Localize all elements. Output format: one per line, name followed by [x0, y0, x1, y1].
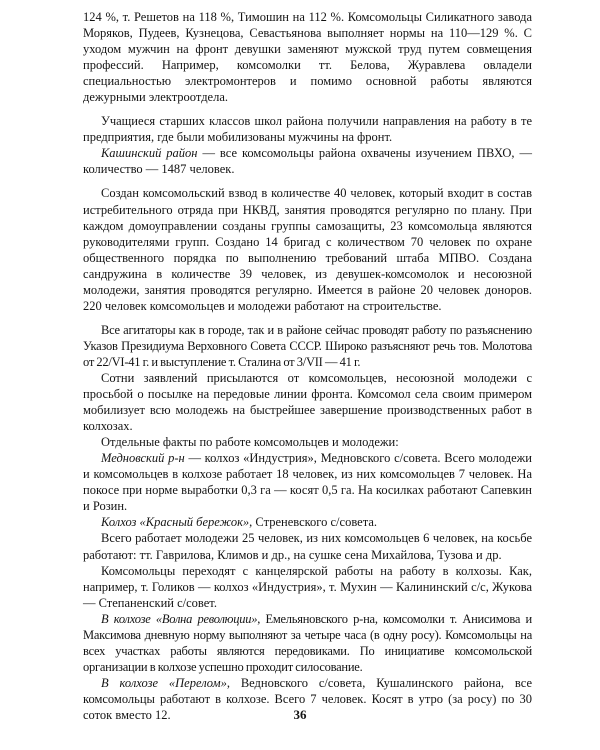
paragraph-text: , Емельяновского р-на, комсомолки т. Анисимова и Максимова дневную норму выполняют за четыре часа (в одну росу). Комсомольцы на всех участках работы являются передовиками. По инициативе комсомольской организации в колхозе успешно проходит силосование. — [83, 611, 532, 674]
paragraph: Учащиеся старших классов школ района получили направления на работу в те предприятия, где были мобилизованы мужчины на фронт. — [83, 114, 532, 145]
page-number: 36 — [293, 707, 307, 722]
paragraph: Сотни заявлений присылаются от комсомольцев, несоюзной молодежи с просьбой о посылке на передовые линии фронта. Комсомол села своим примером мобилизует всю молодежь на быстрейшее завершение производственных работ в колхозах. — [83, 370, 532, 434]
paragraph: Отдельные факты по работе комсомольцев и молодежи: — [101, 435, 399, 450]
paragraph — [83, 450, 532, 514]
paragraph-text: , Стреневского с/совета. — [249, 515, 377, 530]
paragraph — [83, 514, 532, 530]
paragraph-text: — колхоз «Индустрия», Медновского с/совета. Всего молодежи и комсомольцев в колхозе работает 18 человек, из них комсомольцев 7 человек. На покосе при норме выработки 0,3 га — косят 0,5 га. На косилках работают Сапевкин и Розин. — [83, 451, 532, 514]
paragraph-text: , Ведновского с/совета, Кушалинского района, все комсомольцы работают в колхозе. Всего 7 человек. Косят в утро (за росу) по 30 соток вместо 12. — [83, 675, 533, 722]
kolkhoz-heading: Колхоз «Красный бережок» — [101, 515, 250, 530]
paragraph: Все агитаторы как в городе, так и в районе сейчас проводят работу по разъяснению Указов Президиума Верховного Совета СССР. Широко разъясняют речь тов. Молотова от 22/VI-41 г. и выступление т. Сталина от 3/VII — 41 г. — [83, 322, 532, 369]
paragraph: Всего работает молодежи 25 человек, из них комсомольцев 6 человек, на косьбе работают: тт. Гаврилова, Климов и др., на сушке сена Михайлова, Тузова и др. — [83, 531, 532, 562]
body-text — [83, 9, 532, 723]
paragraph: Создан комсомольский взвод в количестве 40 человек, который входит в состав истребительного отряда при НКВД, занятия проводятся регулярно по плану. При каждом домоуправлении созданы группы самозащиты, 23 комсомольца являются руководителями групп. Создано 14 бригад с количеством 70 человек по охране общественного порядка по выполнению требований штаба МПВО. Создана сандружина в количестве 39 человек, из девушек-комсомолок и несоюзной молодежи, занятия проводятся регулярно. Имеется в районе 20 человек доноров. 220 человек комсомольцев и молодежи работают на строительстве. — [83, 186, 532, 313]
paragraph — [83, 145, 532, 177]
paragraph: Комсомольцы переходят с канцелярской работы на работу в колхозы. Как, например, т. Голиков — колхоз «Индустрия», т. Мухин — Калининский с/с, Жукова — Степаненский с/совет. — [83, 563, 532, 610]
kolkhoz-heading: В колхозе «Волна революции» — [101, 611, 258, 626]
paragraph-text: — все комсомольцы района охвачены изучением ПВХО, — количество — 1487 человек. — [83, 146, 532, 177]
paragraph — [83, 611, 532, 675]
district-heading: Медновский р-н — [101, 451, 185, 466]
district-heading: Кашинский район — [101, 146, 198, 161]
kolkhoz-heading: В колхозе «Перелом» — [101, 675, 227, 690]
paragraph: 124 %, т. Решетов на 118 %, Тимошин на 112 %. Комсомольцы Силикатного завода Моряков, Пудеев, Кузнецова, Севастьянова выполняет нормы на 110—129 %. С уходом мужчин на фронт девушки заменяют мужской труд путем совмещения профессий. Например, комсомолки тт. Белова, Журавлева овладели специальностью электромонтеров и помимо основной работы являются дежурными электроотдела. — [83, 10, 532, 105]
